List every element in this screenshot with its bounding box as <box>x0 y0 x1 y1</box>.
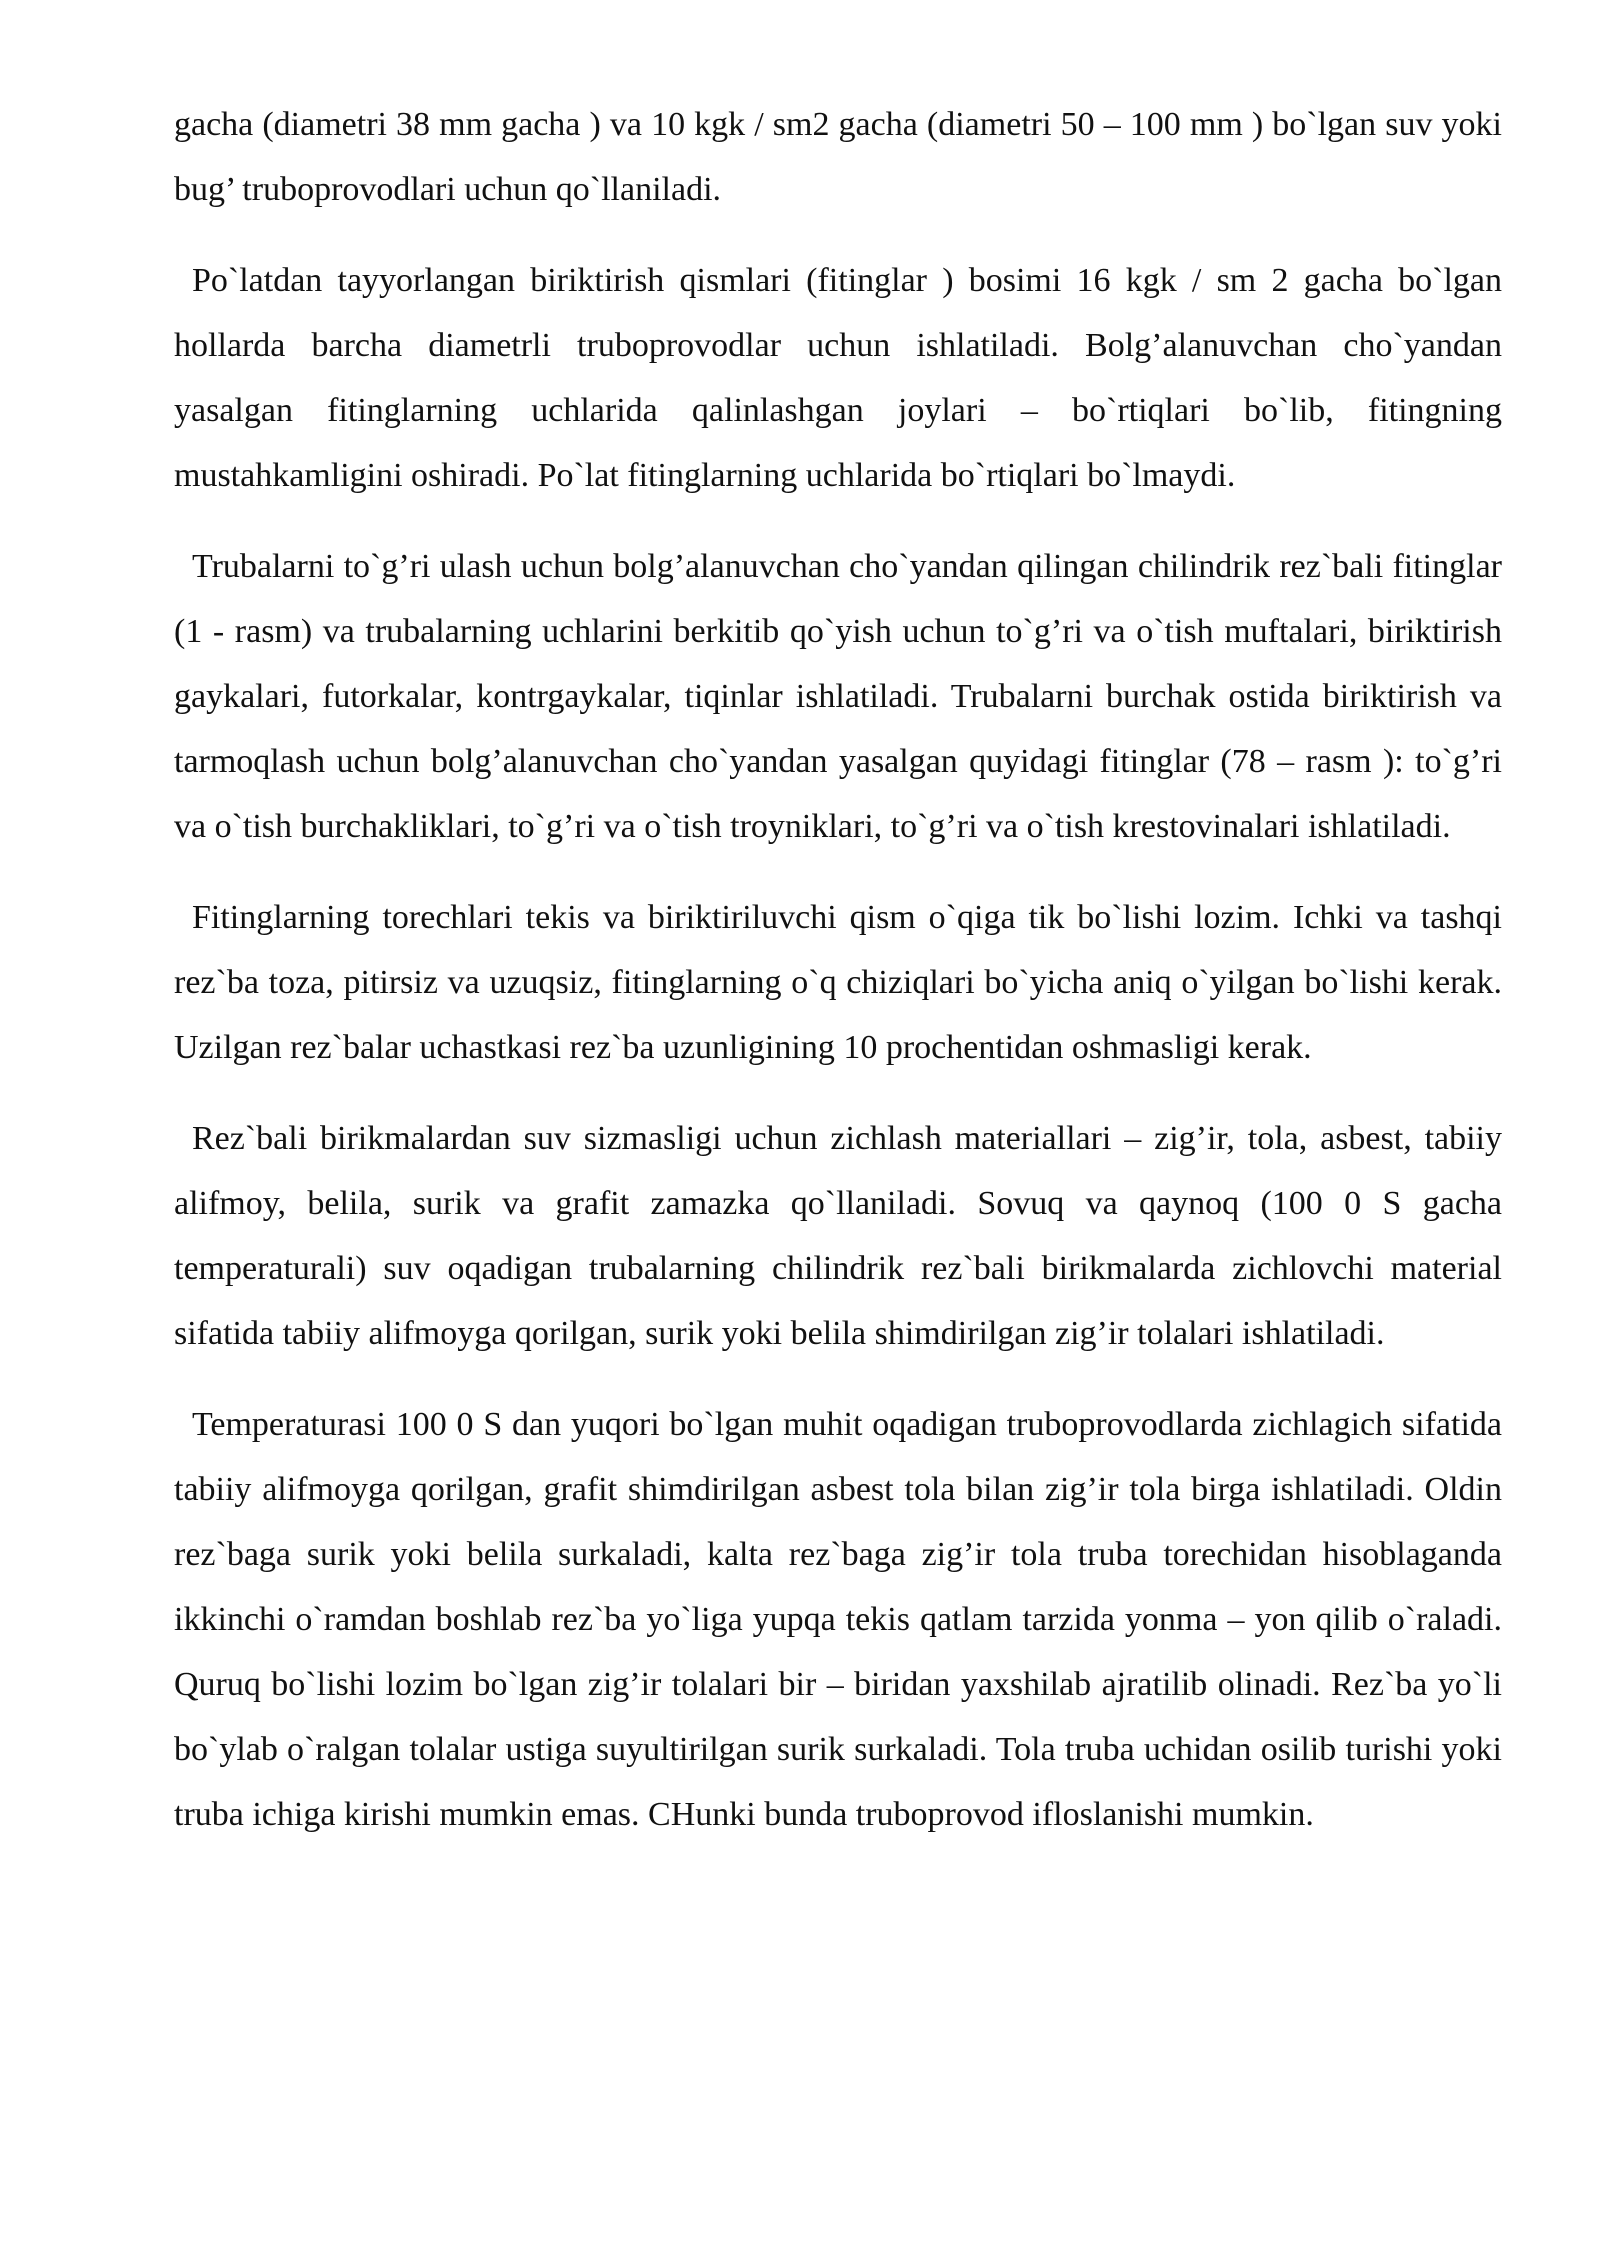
paragraph-2: Po`latdan tayyorlangan biriktirish qismlari (fitinglar ) bosimi 16 kgk / sm 2 gacha bo`lgan hollarda barcha diametrli truboprovodlar uchun ishlatiladi. Bolg’alanuvchan cho`yandan yasalgan fitinglarning uchlarida qalinlashgan joylari – bo`rtiqlari bo`lib, fitingning mustahkamligini oshiradi. Po`lat fitinglarning uchlarida bo`rtiqlari bo`lmaydi. <box>174 262 1502 494</box>
document-body <box>174 92 1502 1873</box>
paragraph-3: Trubalarni to`g’ri ulash uchun bolg’alanuvchan cho`yandan qilingan chilindrik rez`bali fitinglar (1 - rasm) va trubalarning uchlarini berkitib qo`yish uchun to`g’ri va o`tish muftalari, biriktirish gaykalari, futorkalar, kontrgaykalar, tiqinlar ishlatiladi. Trubalarni burchak ostida biriktirish va tarmoqlash uchun bolg’alanuvchan cho`yandan yasalgan quyidagi fitinglar (78 – rasm ): to`g’ri va o`tish burchakliklari, to`g’ri va o`tish troyniklari, to`g’ri va o`tish krestovinalari ishlatiladi. <box>174 548 1502 845</box>
paragraph-1: gacha (diametri 38 mm gacha ) va 10 kgk / sm2 gacha (diametri 50 – 100 mm ) bo`lgan suv yoki bug’ truboprovodlari uchun qo`llaniladi. <box>174 106 1502 208</box>
paragraph-4: Fitinglarning torechlari tekis va biriktiriluvchi qism o`qiga tik bo`lishi lozim. Ichki va tashqi rez`ba toza, pitirsiz va uzuqsiz, fitinglarning o`q chiziqlari bo`yicha aniq o`yilgan bo`lishi kerak. Uzilgan rez`balar uchastkasi rez`ba uzunligining 10 prochentidan oshmasligi kerak. <box>174 899 1502 1066</box>
paragraph-6: Temperaturasi 100 0 S dan yuqori bo`lgan muhit oqadigan truboprovodlarda zichlagich sifatida tabiiy alifmoyga qorilgan, grafit shimdirilgan asbest tola bilan zig’ir tola birga ishlatiladi. Oldin rez`baga surik yoki belila surkaladi, kalta rez`baga zig’ir tola truba torechidan hisoblaganda ikkinchi o`ramdan boshlab rez`ba yo`liga yupqa tekis qatlam tarzida yonma – yon qilib o`raladi. Quruq bo`lishi lozim bo`lgan zig’ir tolalari bir – biridan yaxshilab ajratilib olinadi. Rez`ba yo`li bo`ylab o`ralgan tolalar ustiga suyultirilgan surik surkaladi. Tola truba uchidan osilib turishi yoki truba ichiga kirishi mumkin emas. CHunki bunda truboprovod ifloslanishi mumkin. <box>174 1406 1502 1833</box>
paragraph-5: Rez`bali birikmalardan suv sizmasligi uchun zichlash materiallari – zig’ir, tola, asbest, tabiiy alifmoy, belila, surik va grafit zamazka qo`llaniladi. Sovuq va qaynoq (100 0 S gacha temperaturali) suv oqadigan trubalarning chilindrik rez`bali birikmalarda zichlovchi material sifatida tabiiy alifmoyga qorilgan, surik yoki belila shimdirilgan zig’ir tolalari ishlatiladi. <box>174 1120 1502 1352</box>
